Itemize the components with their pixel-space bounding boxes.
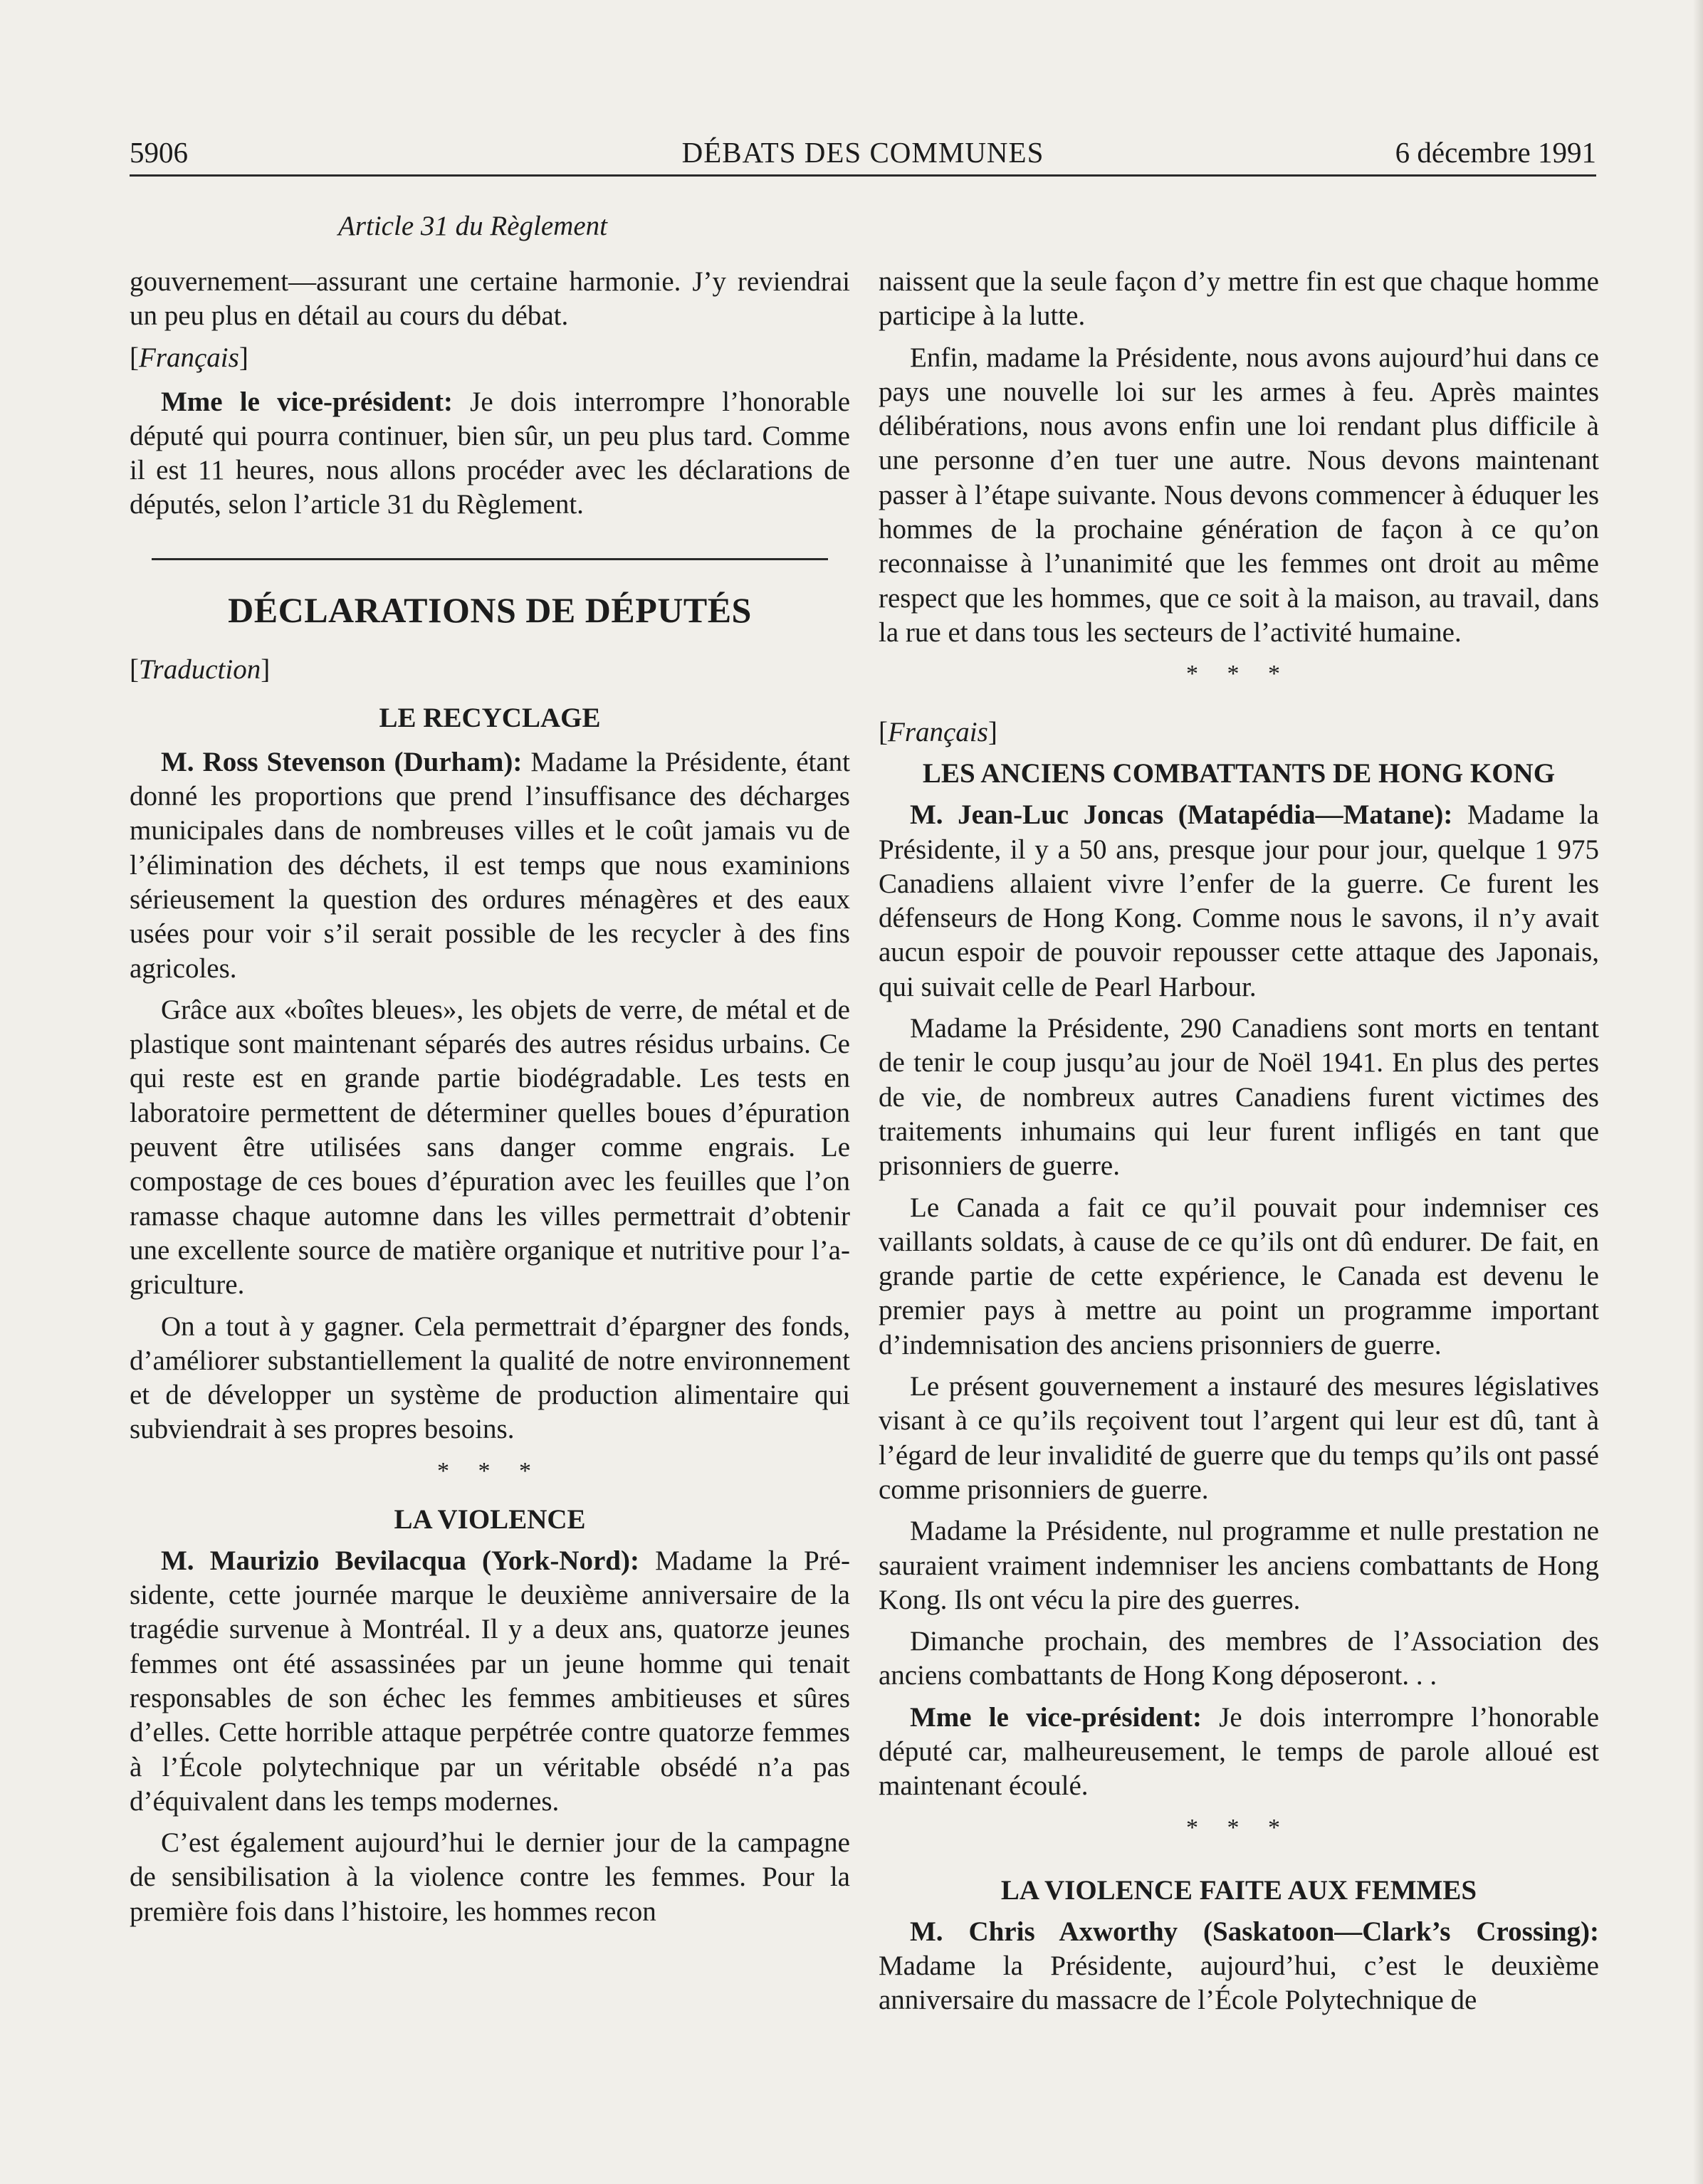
publication-title: DÉBATS DES COMMUNES: [681, 136, 1044, 169]
paragraph: C’est également aujourd’hui le dernier jour de la campagne de sensibilisation à la violence contre les femmes. Pour la première fois dans l’histoire, les hommes recon: [130, 1827, 850, 1927]
paragraph: [130, 385, 850, 523]
page-header: [130, 134, 1596, 171]
header-rule: [130, 174, 1596, 177]
speaker-name: M. Ross Stevenson (Durham):: [161, 746, 523, 777]
left-column: [130, 265, 850, 1936]
subsection-heading: LES ANCIENS COMBATTANTS DE HONG KONG: [922, 758, 1556, 789]
speech-text: Madame la Présidente, cette journée marque le deuxième anniversaire de la tragédie survenue à Montréal. Il y a deux ans, quatorze jeunes femmes ont été assassinées par un jeune homme qui tenait responsables de son échec les femmes ambitieuses et sûres d’elles. Cette horrible attaque perpétrée contre quatorze femmes à l’École polytechnique par un véritable obsédé n’a pas d’équivalent dans les temps modernes.: [130, 1545, 850, 1817]
separator-stars: * * *: [437, 1457, 543, 1484]
subsection-heading: LE RECYCLAGE: [379, 702, 601, 733]
paragraph: Dimanche prochain, des membres de l’Association des anciens combattants de Hong Kong déposeront. . .: [879, 1626, 1599, 1691]
paragraph: Le présent gouvernement a instauré des mesures législatives visant à ce qu’ils reçoivent tout l’argent qui leur est dû, tant à l’égard de leur invalidité de guerre que du temps qu’ils ont passé comme prisonniers de guerre.: [879, 1371, 1599, 1505]
speaker-name: M. Jean-Luc Joncas (Matapédia—Matane):: [910, 799, 1453, 831]
scan-edge-shadow: [1693, 0, 1703, 2184]
paragraph: [130, 1544, 850, 1819]
language-label-text: Traduction: [139, 653, 261, 685]
right-column: [879, 265, 1599, 2025]
separator-stars: * * *: [1186, 661, 1291, 688]
paragraph: Madame la Présidente, nul programme et nulle prestation ne sauraient vraiment indemniser les anciens combattants de Hong Kong. Ils ont vécu la pire des guerres.: [879, 1516, 1599, 1615]
speech-text: Madame la Présidente, étant donné les proportions que prend l’insuffisance des décharges municipales dans de nombreuses villes et le coût jamais vu de l’élimination des déchets, il est temps que nous examinions sérieusement la question des ordures ménagères et des eaux usées pour voir s’il serait possible de les recycler à des fins agricoles.: [130, 746, 850, 984]
paragraph: naissent que la seule façon d’y mettre fin est que chaque homme participe à la lutte.: [879, 266, 1599, 332]
section-heading: DÉCLARATIONS DE DÉPUTÉS: [228, 589, 752, 630]
paragraph: [879, 1915, 1599, 2018]
subsection-heading: LA VIOLENCE: [394, 1503, 586, 1535]
speaker-name: M. Chris Axworthy (Saskatoon—Clark’s Crossing):: [910, 1916, 1599, 1947]
speech-text: Je dois interrompre l’honorable député car, malheureusement, le temps de parole alloué est maintenant écoulé.: [879, 1701, 1600, 1802]
paragraph: On a tout à y gagner. Cela permettrait d’épargner des fonds, d’améliorer substantiellement la qualité de notre environnement et de développer un système de production alimentaire qui subviendrait à ses propres besoins.: [130, 1311, 850, 1445]
speaker-name: Mme le vice-président:: [910, 1701, 1202, 1733]
paragraph: gouvernement—assurant une certaine harmonie. J’y reviendrai un peu plus en détail au cours du débat.: [130, 266, 850, 332]
language-label: [Français]: [130, 342, 248, 373]
page-number: 5906: [130, 136, 188, 169]
language-label: [Français]: [879, 717, 997, 748]
speech-text: Madame la Présidente, aujourd’hui, c’est le deuxième anniversaire du massacre de l’École Polytechnique de: [879, 1950, 1599, 2016]
paragraph: Enfin, madame la Présidente, nous avons aujourd’hui dans ce pays une nouvelle loi sur les armes à feu. Après maintes délibérations, nous avons enfin une loi rendant plus difficile à une personne d’en tuer une autre. Nous devons maintenant passer à l’étape suivante. Nous devons commencer à éduquer les hommes de la prochaine génération de façon à ce qu’on reconnaisse à l’unanimité que les femmes ont droit au même respect que les hommes, que ce soit à la maison, au travail, dans la rue et dans tous les secteurs de l’activité humaine.: [879, 342, 1599, 648]
language-label-text: Français: [139, 342, 239, 373]
separator-stars: * * *: [1186, 1814, 1291, 1841]
language-label-text: Français: [888, 717, 988, 748]
paragraph: [879, 798, 1599, 1004]
paragraph: [879, 1701, 1599, 1804]
speech-text: Je dois interrompre l’honorable député qui pourra continuer, bien sûr, un peu plus tard. Comme il est 11 heures, nous allons procéder avec les déclarations de députés, selon l’article 31 du Règlement.: [130, 386, 851, 520]
publication-date: 6 décembre 1991: [1395, 136, 1596, 169]
paragraph: Madame la Présidente, 290 Canadiens sont morts en tentant de tenir le coup jusqu’au jour de Noël 1941. En plus des pertes de vie, de nombreux autres Canadiens furent victimes des traitements inhumains qui leur furent infligés en tant que prisonniers de guerre.: [879, 1013, 1599, 1182]
article-reference: Article 31 du Règlement: [338, 211, 607, 241]
speaker-name: Mme le vice-président:: [161, 386, 454, 417]
paragraph: [130, 745, 850, 986]
subsection-heading: LA VIOLENCE FAITE AUX FEMMES: [1000, 1874, 1477, 1906]
paragraph: Le Canada a fait ce qu’il pouvait pour indemniser ces vaillants soldats, à cause de ce qu’ils ont dû endurer. De fait, en grande partie de cette expérience, le Canada est devenu le premier pays à mettre au point un programme important d’indemnisation des anciens prisonniers de guerre.: [879, 1192, 1599, 1360]
paragraph: Grâce aux «boîtes bleues», les objets de verre, de métal et de plastique sont maintenant séparés des autres résidus urbains. Ce qui reste est en grande partie biodégradable. Les tests en laboratoire permettent de déterminer quelles boues d’épuration peuvent être utilisées sans danger comme engrais. Le compostage de ces boues d’épuration avec les feuilles que l’on ramasse chaque automne dans les villes permettrait d’obtenir une excellente source de matière organique et nutritive pour l’agriculture.: [130, 994, 850, 1301]
speaker-name: M. Maurizio Bevilacqua (York-Nord):: [161, 1545, 639, 1576]
speech-text: Madame la Présidente, il y a 50 ans, presque jour pour jour, quelque 1 975 Canadiens allaient vivre l’enfer de la guerre. Ce furent les défenseurs de Hong Kong. Comme nous le savons, il n’y avait aucun espoir de pouvoir repousser cette attaque des Japonais, qui suivait celle de Pearl Harbour.: [879, 799, 1599, 1002]
language-label: [Traduction]: [130, 653, 271, 685]
